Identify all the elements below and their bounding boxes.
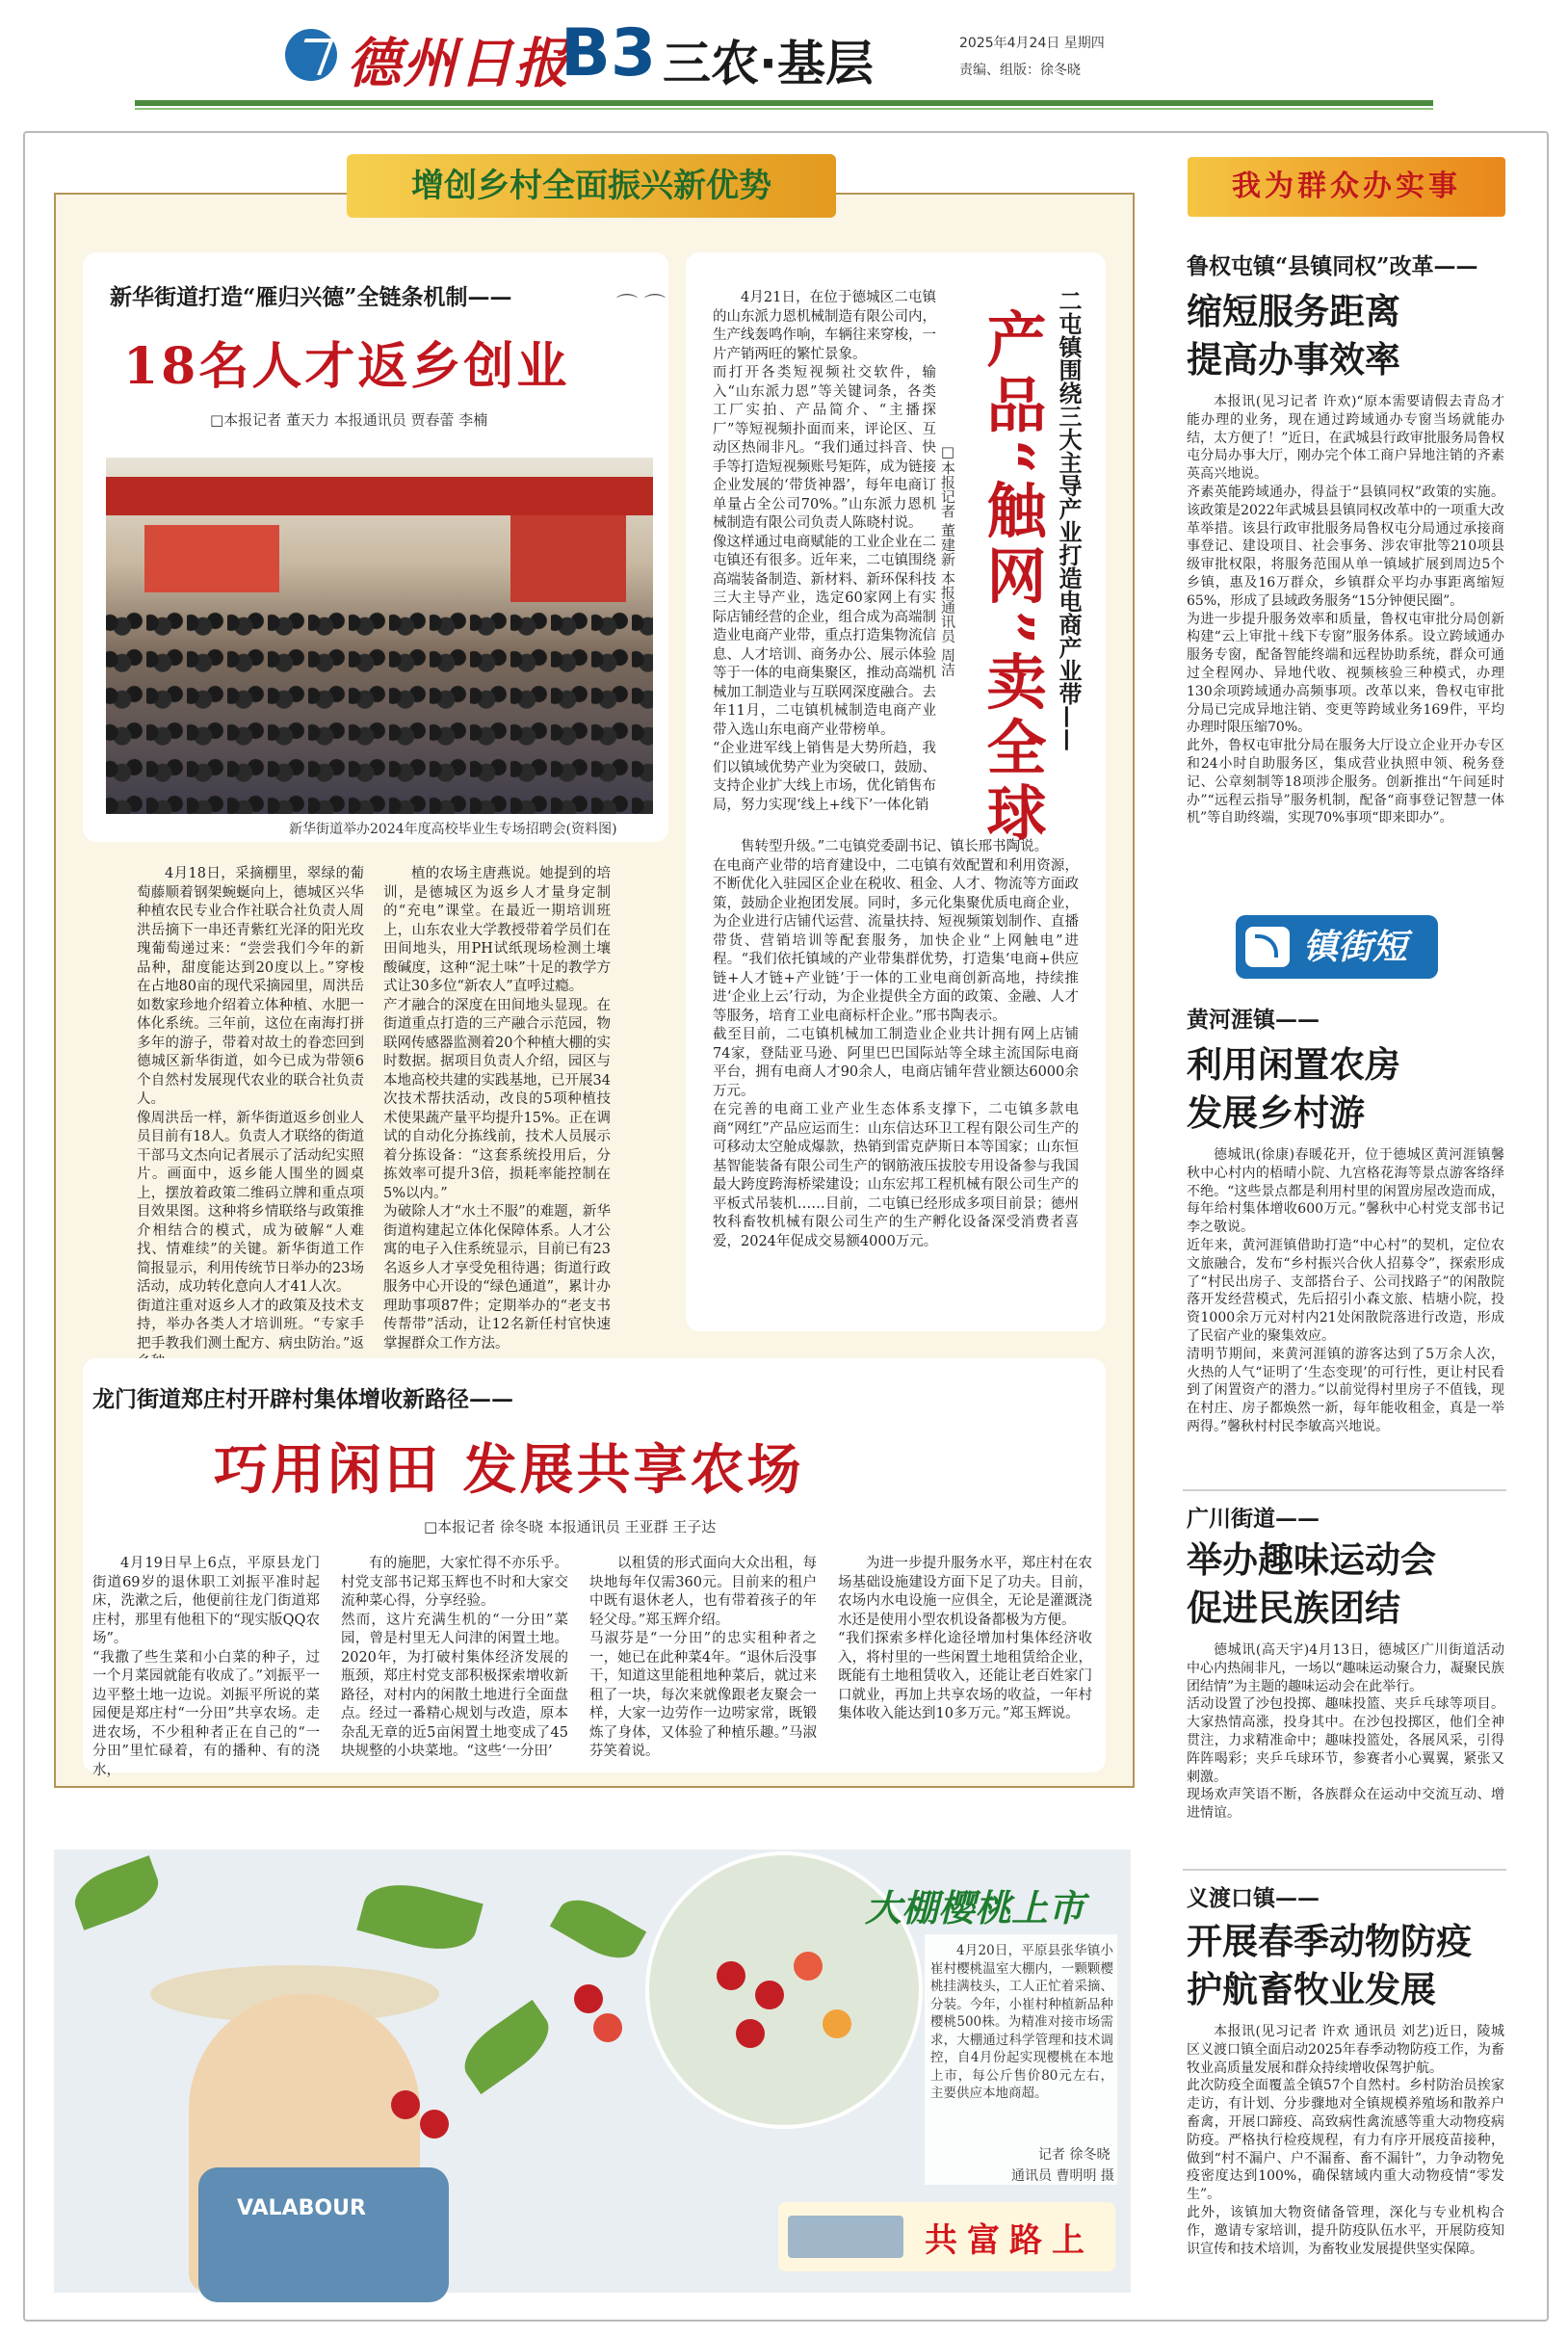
article1-kicker: 新华街道打造“雁归兴德”全链条机制—— [110,284,512,310]
feature-photo-text: 4月20日，平原县张华镇小崔村樱桃温室大棚内，一颗颗樱桃挂满枝头，工人正忙着采摘、分装。今年，小崔村种植新品种樱桃500株。为精准对接市场需求，大棚通过科学管理和技术调控，自4月份起实现樱桃在本地上市，每公斤售价80元左右，主要供应本地商超。 [930,1943,1113,2101]
right-divider-2 [1183,1869,1506,1871]
feature-photo-credit-reporter: 记者 徐冬晓 [1038,2147,1111,2163]
shirt-text: VALABOUR [237,2196,366,2220]
news3-body: 德城讯(高天宇)4月13日，德城区广川街道活动中心内热闹非凡，一场以“趣味运动聚合力，凝聚民族团结情”为主题的趣味运动会在此举行。 活动设置了沙包投掷、趣味投篮、夹乒乓球等项目。大家热情高涨，投身其中。在沙包投掷区，他们全神贯注，力求精准命中；趣味投篮处，各展风采，引得阵阵喝彩；夹乒乓球环节，参赛者小心翼翼，紧张又刺激。 现场欢声笑语不断，各族群众在运动中交流互动、增进情谊。 [1187,1642,1504,1822]
paper-name: 德州日报 [347,32,570,95]
masthead [0,0,1568,116]
article1-body-col1: 4月18日，采摘棚里，翠绿的葡萄藤顺着钢架蜿蜒向上，德城区兴华种植农民专业合作社联合社负责人周洪岳摘下一串还青紫红光泽的阳光玫瑰葡萄递过来：“尝尝我们今年的新品种，甜度能达到20度以上。”穿梭在占地80亩的现代采摘园里，周洪岳如数家珍地介绍着立体种植、水肥一体化系统。三年前，这位在南海打拼多年的游子，带着对故土的眷恋回到德城区新华街道，如今已成为带领6个自然村发展现代农业的联合社负责人。 像周洪岳一样，新华街道返乡创业人员目前有18人。负责人才联络的街道干部马文杰向记者展示了活动纪实照片。画面中，返乡能人围坐的圆桌上，摆放着政策二维码立牌和重点项目效果图。这种将乡情联络与政策推介相结合的模式，成为破解“人难找、情难续”的关键。新华街道工作简报显示，利用传统节日举办的23场活动，成功转化意向人才41人次。 街道注重对返乡人才的政策及技术支持，举办各类人才培训班。“专家手把手教我们测土配方、病虫防治。”返 [137,866,364,1352]
article3-body-col1: 4月19日早上6点，平原县龙门街道69岁的退休职工刘振平准时起床，洗漱之后，他便前往龙门街道郑庄村，那里有他租下的“现实版QQ农场”。 “我撒了些生菜和小白菜的种子，过一个月菜园就能有收成了。”刘振平一边平整土地一边说。刘振平所说的菜园便是郑庄村“一分田”共享农场。走进农场，不少租种者正在自己的“一分田”里忙碌着，有的播种、有的浇水， [92,1556,320,1778]
news1-body: 本报讯(见习记者 许欢)“原本需要请假去青岛才能办理的业务，现在通过跨域通办专窗当场就能办结，太方便了！”近日，在武城县行政审批服务局鲁权屯分局办事大厅，刚办完个体工商户异地注销的齐素英高兴地说。 齐素英能跨域通办，得益于“县镇同权”政策的实施。该政策是2022年武城县县镇同权改革中的一项重大改革举措。该县行政审批服务局鲁权屯分局通过承接商事登记、建设项目、社会事务、涉农审批等210项县级审批权限，将服务范围从单一镇域扩展到周边5个乡镇，惠及16万群众，乡镇群众平均办事距离缩短65%，形成了县域政务服务“15分钟便民圈”。 为进一步提升服务效率和质量，鲁权屯审批分局创新构建“云上审批＋线下专窗”服务体系。设立跨域通办服务专窗，配备智能终端和远程协助系统，群众可通过全程网办、异地代收、视频核验三种模式，办理130余项跨域通办高频事项。改革以来，鲁权屯审批分局已完成异地注销、变更等跨域业务169件，平均办理时限压缩70%。 此外，鲁权屯审批分局在服务大厅设立企业开办专区和24小时自助服务区，集成营业执照申领、税务登记、公章刻制等18项涉企服务。创新推出“午间延时办”“远程云指导”服务机制，配备“商事登记智慧一体机”等自助终端，实现70%事项“即来即办”。 [1187,394,1504,827]
zhenjie-banner: 镇街短波 [1236,915,1438,979]
bottom-label: 共富路上 [925,2221,1094,2260]
article2-headline: 产品“触网”卖全球 [977,308,1047,848]
page-number: B3 [561,15,657,92]
feature-photo-credit-correspondent: 通讯员 曹明明 摄 [1011,2168,1114,2184]
feature-photo-title: 大棚樱桃上市 [865,1886,1085,1929]
masthead-rule [135,100,1433,106]
news4-headline: 开展春季动物防疫 护航畜牧业发展 [1187,1920,1472,2010]
bird-decoration-icon: ⌒ ⌒ [616,294,666,318]
article1-byline: □本报记者 董天力 本报通讯员 贾春蕾 李楠 [210,411,488,429]
article2-body-bottom: 售转型升级。”二屯镇党委副书记、镇长邢书陶说。 在电商产业带的培育建设中，二屯镇有效配置和利用资源，不断优化入驻园区企业在税收、租金、人才、物流等方面政策，鼓励企业抱团发展。同时，多元化集聚优质电商企业，为企业进行店铺代运营、流量扶持、短视频策划制作、直播带货、营销培训等配套服务，加快企业“上网触电”进程。“我们依托镇域的产业带集群优势，打造集‘电商+供应链+人才链+产业链’于一体的工业电商创新高地，持续推进‘企业上云’行动，为企业提供全方面的政策、金融、人才等服务，培育工业电商标杆企业。”邢书陶表示。 截至目前，二屯镇机械加工制造业企业共计拥有网上店铺74家，登陆亚马逊、阿里巴巴国际站等全球主流国际电商平台，拥有电商人才90余人，电商店铺年营业额达6000余万元。 在完善的电商工业产业生态体系支撑下，二屯镇多款电商“网红”产品应运而生：山东信达环卫工程有限公司生产的可移动太空舱成爆款，热销到雷克萨斯日本等国家；山东恒基智能装备有限公司生产的钢筋液压拔胶专用设备参与我国最大跨度跨海桥梁建设；山东宏邦工程机械有限公司生产的平板式吊装机……目前，二屯镇已经形成多项目前景；德州牧科畜牧机械有限公司生产的生产孵化设备深受消费者喜爱，2024年促成交易额4000万元。 [713,839,1079,1249]
harvester-icon [788,2216,903,2258]
newspaper-logo-icon [285,29,337,81]
feature-banner: 增创乡村全面振兴新优势 [347,154,836,218]
article2-kicker: 二屯镇围绕三大主导产业打造电商产业带—— [1055,289,1083,751]
rss-icon [1245,927,1290,967]
article1-headline: 18名人才返乡创业 [123,337,570,396]
news4-body: 本报讯(见习记者 许欢 通讯员 刘艺)近日，陵城区义渡口镇全面启动2025年春季动物防疫工作，为畜牧业高质量发展和群众持续增收保驾护航。 此次防疫全面覆盖全镇57个自然村。乡村防治员挨家走访，有计划、分步骤地对全镇规模养殖场和散养户畜禽，开展口蹄疫、高致病性禽流感等重大动物疫病防疫。严格执行检疫规程，有力有序开展疫苗接种，做到“村不漏户、户不漏畜、畜不漏针”，力争动物免疫密度达到100%，确保辖域内重大动物疫情“零发生”。 此外，该镇加大物资储备管理，深化与专业机构合作，邀请专家培训，提升防疫队伍水平，开展防疫知识宣传和技术培训，为畜牧业发展提供坚实保障。 [1187,2024,1504,2257]
article3-body-col2: 有的施肥，大家忙得不亦乐乎。村党支部书记郑玉辉也不时和大家交流种菜心得，分享经验。 然而，这片充满生机的“一分田”菜园，曾是村里无人问津的闲置土地。2020年，为打破村集体经济发展的瓶颈，郑庄村党支部积极探索增收新路径，对村内的闲散土地进行全面盘点。经过一番精心规划与改造，原本杂乱无章的近5亩闲置土地变成了45块规整的小块菜地。“这些‘一分田’ [341,1556,568,1759]
article3-body-col4: 为进一步提升服务水平，郑庄村在农场基础设施建设方面下足了功夫。目前，农场内水电设施一应俱全，无论是灌溉浇水还是使用小型农机设备都极为方便。 “我们探索多样化途径增加村集体经济收入，将村里的一些闲置土地租赁给企业，既能有土地租赁收入，还能让老百姓家门口就业，再加上共享农场的收益，一年村集体收入能达到10多万元。”郑玉辉说。 [838,1556,1092,1721]
article1-body-col2: 植的农场主唐燕说。她提到的培训，是德城区为返乡人才量身定制的“充电”课堂。在最近一期培训班上，山东农业大学教授带着学员们在田间地头，用PH试纸现场检测土壤酸碱度，这种“泥土味”十足的教学方式让30多位“新农人”直呼过瘾。 产才融合的深度在田间地头显现。在街道重点打造的三产融合示范园，物联网传感器监测着20个种植大棚的实时数据。据项目负责人介绍，园区与本地高校共建的实践基地，已开展34次技术帮扶活动，改良的5项种植技术使果蔬产量平均提升15%。正在调试的自动化分拣线前，技术人员展示着分拣设备：“这套系统投用后，分拣效率可提升3倍，损耗率能控制在5%以内。” 为破除人才“水土不服”的难题，新华街道构建起立体化保障体系。人才公寓的电子入住系统显示，目前已有23名返乡人才享受免租待遇；街道行政服务中心开设的“绿色通道”，累计办理助事项87件；定期举办的“老支书传帮带”活动，让12名新任村官快速掌握群众工作方法。 [383,866,611,1352]
issue-date: 2025年4月24日 星期四 [959,36,1105,51]
article3-headline: 巧用闲田 发展共享农场 [214,1438,804,1502]
article3-kicker: 龙门街道郑庄村开辟村集体增收新路径—— [92,1386,513,1412]
right-banner: 我为群众办实事 [1188,157,1505,217]
page-editor: 责编、组版：徐冬晓 [959,63,1081,78]
article3-body-col3: 以租赁的形式面向大众出租，每块地每年仅需360元。目前来的租户中既有退休老人，也有带着孩子的年轻父母。”郑玉辉介绍。 马淑芬是“一分田”的忠实租种者之一，她已在此种菜4年。“退休后没事干，知道这里能租地种菜后，就过来租了一块，每次来就像跟老友聚会一样，大家一边劳作一边唠家常，既锻炼了身体，又体验了种植乐趣。”马淑芬笑着说。 [589,1556,817,1759]
article2-body-top: 4月21日，在位于德城区二屯镇的山东派力恩机械制造有限公司内，生产线轰鸣作响，车辆往来穿梭，一片产销两旺的繁忙景象。 而打开各类短视频社交软件，输入“山东派力恩”等关键词条，各类工厂实拍、产品简介、“主播探厂”等短视频扑面而来，评论区、互动区热闹非凡。“我们通过抖音、快手等打造短视频账号矩阵，成为链接企业发展的‘带货神器’，每年电商订单量占全公司70%。”山东派力恩机械制造有限公司负责人陈晓村说。 像这样通过电商赋能的工业企业在二屯镇还有很多。近年来，二屯镇围绕高端装备制造、新材料、新环保科技三大主导产业，选定60家网上有实际店铺经营的企业，组合成为高端制造业电商产业带，重点打造集物流信息、人才培训、商务办公、展示体验等于一体的电商集聚区，推动高端机械加工制造业与互联网深度融合。去年11月，二屯镇机械制造电商产业带入选山东电商产业带榜单。 “企业进军线上销售是大势所趋，我们以镇域优势产业为突破口，鼓励、支持企业扩大线上市场，优化销售布局，努力实现‘线上+线下’一体化销 [713,290,936,813]
article2-byline: □本报记者 董建新 本报通讯员 周洁 [939,443,956,677]
news2-kicker: 黄河涯镇—— [1187,1007,1320,1033]
news4-kicker: 义渡口镇—— [1187,1885,1320,1911]
right-divider-1 [1183,1489,1506,1491]
news1-headline: 缩短服务距离 提高办事效率 [1187,290,1400,381]
article3-byline: □本报记者 徐冬晓 本报通讯员 王亚群 王子达 [424,1518,717,1535]
news2-body: 德城讯(徐康)春暖花开，位于德城区黄河涯镇馨秋中心村内的梧晴小院、九宫格花海等景点游客络绎不绝。“这些景点都是利用村里的闲置房屋改造而成，每年给村集体增收600万元。”馨秋中心村党支部书记李之敬说。 近年来，黄河涯镇借助打造“中心村”的契机，定位农文旅融合，发布“乡村振兴合伙人招募令”，探索形成了“村民出房子、支部搭台子、公司找路子”的闲散院落开发经营模式，先后招引小森文旅、桔塘小院，投资1000余万元对村内21处闲散院落进行改造，形成了民宿产业的聚集效应。 清明节期间，来黄河涯镇的游客达到了5万余人次，火热的人气“证明了‘生态变现’的可行性，更让村民看到了闲置资产的潜力。”以前觉得村里房子不值钱，现在村庄、房子都焕然一新，每年能收租金，真是一举两得。”馨秋村村民李敏高兴地说。 [1187,1147,1504,1434]
news3-headline: 举办趣味运动会 促进民族团结 [1187,1538,1436,1629]
news1-kicker: 鲁权屯镇“县镇同权”改革—— [1187,253,1478,279]
job-fair-photo [106,458,653,814]
article1-photo-caption: 新华街道举办2024年度高校毕业生专场招聘会(资料图) [289,822,617,837]
masthead-rule-thin [135,108,1433,110]
news3-kicker: 广川街道—— [1187,1506,1320,1532]
news2-headline: 利用闲置农房 发展乡村游 [1187,1043,1400,1134]
section-title: 三农·基层 [663,36,874,92]
